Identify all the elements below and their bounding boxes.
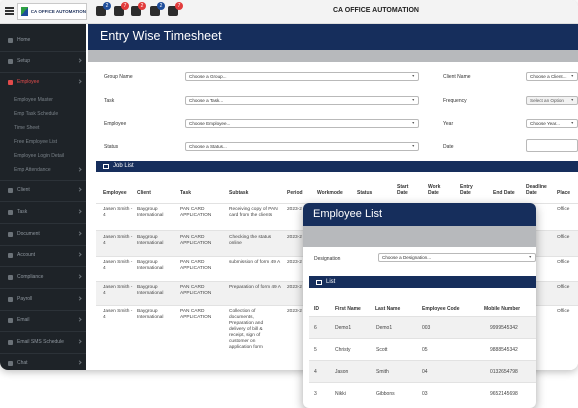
sidebar-item-setup[interactable] [0,54,86,68]
chat-icon [8,361,13,366]
chevron-icon [77,252,81,256]
sidebar-item-label: Employee Login Detail [14,153,65,159]
mail-icon[interactable] [150,3,163,16]
sidebar-item-label: Compliance [17,274,44,280]
modal-header-band [303,226,536,247]
cell-last-name: Scott [376,347,388,353]
divider [0,266,86,267]
cell-place: Office [557,285,570,290]
cell-last-name: Gibbons [376,391,395,397]
sidebar-item-label: Client [17,187,30,193]
job-list-title: Job List [113,163,134,169]
home-icon [8,38,13,43]
cell-client: Baygroup International [137,207,164,218]
sidebar-item-free-employee-list[interactable] [0,135,86,149]
sidebar-item-emp-task-schedule[interactable] [0,107,86,121]
cell-employee: Jasen Smith - 4 [103,285,133,296]
cell-employee: Jasen Smith - 4 [103,235,133,246]
cell-place: Office [557,235,570,240]
divider [0,51,86,52]
year-label: Year [443,121,454,127]
sidebar-item-employee[interactable] [0,75,86,89]
column-header[interactable]: Start Date [397,184,409,196]
column-header[interactable]: Work Date [428,184,441,196]
notification-badge: 7 [121,2,129,10]
chevron-icon [77,339,81,343]
group-name-label: Group Name [104,74,133,80]
sidebar-item-account[interactable] [0,248,86,262]
list-header [309,276,536,288]
cell-period: 2023-2 [287,235,302,240]
cell-client: Baygroup International [137,309,164,320]
task-select[interactable]: Choose a Task... ▼ [185,96,419,105]
table-row[interactable] [309,360,536,382]
sidebar-item-label: Task [17,209,28,215]
frequency-label: Frequency [443,98,467,104]
cell-task: PAN CARD APPLICATION [180,207,212,218]
divider [0,223,86,224]
notification-badge: 2 [157,2,165,10]
sidebar-item-payroll[interactable] [0,292,86,306]
sidebar-item-employee-login-detail[interactable] [0,149,86,163]
column-header[interactable]: Client [137,190,151,196]
date-input[interactable] [526,139,578,152]
modal-title: Employee List [313,208,383,220]
cell-place: Office [557,260,570,265]
column-header[interactable]: Subtask [229,190,249,196]
chevron-icon [77,317,81,321]
cell-place: Office [557,207,570,212]
table-row[interactable] [309,316,536,338]
cell-employee-code: 04 [422,369,428,375]
chevron-icon [77,360,81,364]
list-icon [316,280,322,285]
column-header[interactable]: Status [357,190,373,196]
cell-employee: Jasen Smith - 4 [103,260,133,271]
sidebar-item-label: Emp Attendance [14,167,51,173]
cell-period: 2023-2 [287,207,302,212]
sidebar-item-chat[interactable] [0,356,86,370]
sidebar-item-time-sheet[interactable] [0,121,86,135]
modal-header [303,203,536,226]
app-title: CA OFFICE AUTOMATION [333,7,419,14]
cell-mobile: 0132654798 [490,369,518,375]
email-icon [8,318,13,323]
chevron-icon [77,79,81,83]
cell-id: 5 [314,347,317,353]
column-header[interactable]: Last Name [375,306,401,312]
notification-badge: 7 [175,2,183,10]
column-header[interactable]: Period [287,190,303,196]
column-header[interactable]: Mobile Number [484,306,521,312]
sidebar-item-label: Chat [17,360,28,366]
column-header[interactable]: Place [557,190,571,196]
sidebar-item-label: Free Employee List [14,139,58,145]
cell-first-name: Nikki [335,391,346,397]
top-bar [0,0,578,24]
menu-icon[interactable] [5,7,14,15]
job-list-header [96,161,578,172]
page-header [88,24,578,50]
alert-icon[interactable] [114,3,127,16]
document-icon [8,232,13,237]
cell-first-name: Jason [335,369,349,375]
status-label: Status [104,144,119,150]
cell-client: Baygroup International [137,235,164,246]
list-icon [103,164,109,169]
employee-list-modal [303,203,536,408]
notification-badge: 2 [103,2,111,10]
task-label: Task [104,98,115,104]
cell-first-name: Demo1 [335,325,352,331]
cell-employee: Jasen Smith - 4 [103,309,133,320]
cell-subtask: Checking the status online [229,235,272,246]
divider [0,288,86,289]
sidebar-item-document[interactable] [0,227,86,241]
user-icon [8,80,13,85]
column-header[interactable]: End Date [493,190,515,196]
cell-id: 6 [314,325,317,331]
notification-badge: 2 [138,2,146,10]
cell-task: PAN CARD APPLICATION [180,285,212,296]
sidebar-item-label: Emp Task Schedule [14,111,59,117]
chat-icon[interactable] [168,3,181,16]
divider [0,353,86,354]
sidebar-item-label: Payroll [17,296,33,302]
payroll-icon [8,297,13,302]
column-header[interactable]: Employee Code [422,306,460,312]
sidebar-item-label: Employee [17,79,40,85]
cell-employee: Jasen Smith - 4 [103,207,133,218]
divider [0,72,86,73]
cell-period: 2023-2 [287,309,302,314]
designation-select[interactable]: Choose a Designation... ▼ [378,253,536,262]
cell-mobile: 9888545342 [490,347,518,353]
sidebar-item-label: Setup [17,58,31,64]
sidebar-item-email[interactable] [0,313,86,327]
sidebar-item-compliance[interactable] [0,270,86,284]
sidebar-item-email-sms-schedule[interactable] [0,335,86,349]
cell-employee-code: 003 [422,325,431,331]
sidebar-item-task[interactable] [0,205,86,219]
chevron-icon [77,296,81,300]
client-name-select[interactable]: Choose a Client... ▼ [526,72,578,81]
column-header[interactable]: Workmode [317,190,343,196]
cell-last-name: Demo1 [376,325,393,331]
table-row[interactable] [309,382,536,404]
column-header[interactable]: Entry Date [460,184,473,196]
sidebar-item-employee-master[interactable] [0,93,86,107]
sidebar-item-home[interactable] [0,33,86,47]
cell-client: Baygroup International [137,260,164,271]
account-icon [8,253,13,258]
cell-client: Baygroup International [137,285,164,296]
cell-period: 2023-2 [287,285,302,290]
column-header[interactable]: First Name [335,306,361,312]
date-label: Date [443,144,454,150]
calendar-icon[interactable] [131,3,144,16]
logo-text: CA OFFICE AUTOMATION [30,9,86,14]
sidebar-item-label: Account [17,252,36,258]
task-icon [8,210,13,215]
cell-task: PAN CARD APPLICATION [180,309,212,320]
cell-mobile: 9652145698 [490,391,518,397]
sidebar-item-emp-attendance[interactable] [0,163,86,177]
cell-period: 2023-2 [287,260,302,265]
column-header[interactable]: Deadline Date [526,184,547,196]
cell-mobile: 9999545342 [490,325,518,331]
cell-employee-code: 05 [422,347,428,353]
cell-id: 3 [314,391,317,397]
group-name-select[interactable]: Choose a Group... ▼ [185,72,419,81]
column-header[interactable]: Employee [103,190,127,196]
cell-id: 4 [314,369,317,375]
chevron-icon [77,58,81,62]
sidebar-item-label: Email SMS Schedule [17,339,64,345]
chevron-icon [77,231,81,235]
task-icon[interactable] [96,3,109,16]
chevron-icon [77,167,81,171]
designation-label: Designation [314,256,341,262]
gear-icon [8,59,13,64]
cell-subtask: Receiving copy of PAN card from the clients [229,207,278,218]
cell-subtask: submission of form 49 A [229,260,281,265]
compliance-icon [8,275,13,280]
employee-label: Employee [104,121,127,127]
sidebar-item-label: Email [17,317,30,323]
chevron-icon [77,209,81,213]
schedule-icon [8,340,13,345]
cell-task: PAN CARD APPLICATION [180,260,212,271]
list-title: List [326,278,336,285]
sidebar-item-label: Time Sheet [14,125,40,131]
cell-subtask: Collection of documents, Preparation and delivery of bill & receipt, sign of customer on application form [229,309,264,350]
divider [0,331,86,332]
chevron-icon [77,274,81,278]
status-select[interactable]: Choose a Status... ▼ [185,142,419,151]
sidebar-item-label: Employee Master [14,97,53,103]
cell-last-name: Smith [376,369,389,375]
sidebar-item-label: Document [17,231,40,237]
divider [0,245,86,246]
logo-mark-icon [21,7,28,16]
cell-employee-code: 03 [422,391,428,397]
column-header[interactable]: Task [180,190,192,196]
job-list-column-headers [0,178,578,202]
table-row[interactable] [309,338,536,360]
frequency-select[interactable]: Select an Option ▼ [526,96,578,105]
logo[interactable] [17,3,87,20]
cell-first-name: Christy [335,347,351,353]
page-title: Entry Wise Timesheet [100,29,222,43]
cell-place: Office [557,309,570,314]
sidebar-item-label: Home [17,37,31,43]
employee-select[interactable]: Choose Employee... ▼ [185,119,419,128]
year-select[interactable]: Choose Year... ▼ [526,119,578,128]
client-name-label: Client Name [443,74,471,80]
cell-task: PAN CARD APPLICATION [180,235,212,246]
divider [0,310,86,311]
cell-subtask: Preparation of form 49 A [229,285,281,290]
column-header[interactable]: ID [314,306,319,312]
header-band [88,50,578,62]
